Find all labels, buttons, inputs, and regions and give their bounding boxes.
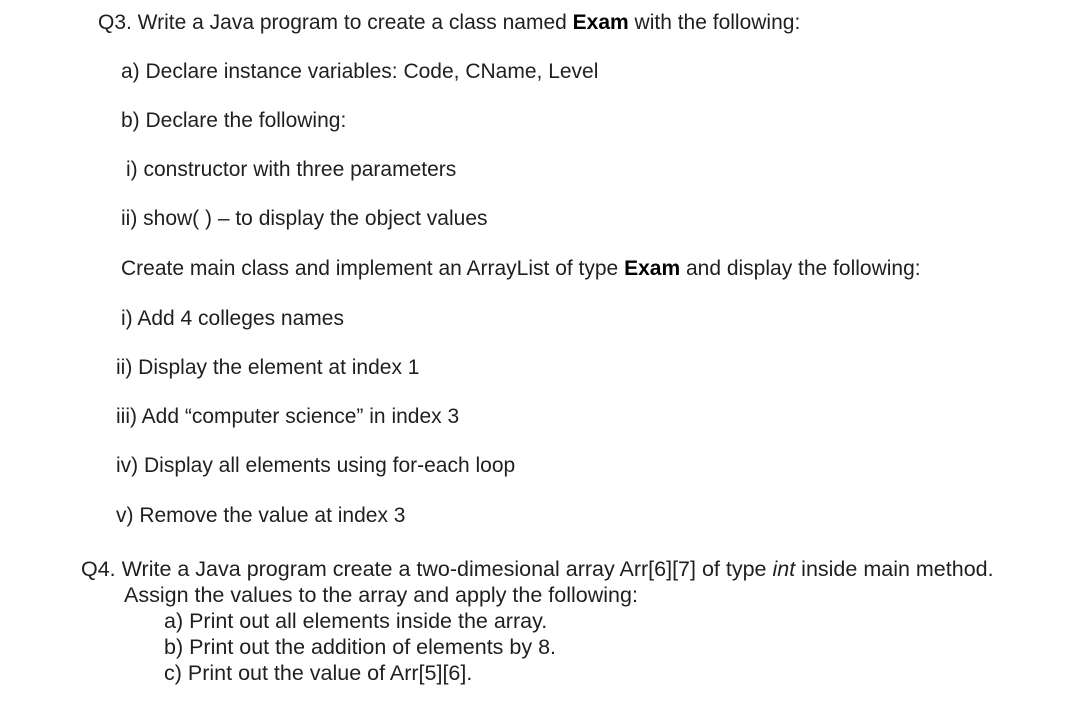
q3-part-b-i: i) constructor with three parameters [126, 158, 457, 181]
q3-main-class [121, 256, 921, 282]
list-item: ii) Display the element at index 1 [116, 356, 420, 379]
q4-type-int: int [772, 557, 796, 581]
q3-intro-suffix: with the following: [628, 11, 801, 34]
q4-intro-suffix: inside main method. [795, 557, 994, 581]
q3-part-b-ii: ii) show( ) – to display the object values [121, 207, 488, 230]
q3-intro [98, 10, 800, 36]
list-item: a) Print out all elements inside the array. [164, 609, 548, 633]
list-item: b) Print out the addition of elements by 8. [164, 635, 557, 659]
list-item: v) Remove the value at index 3 [116, 504, 406, 527]
q4-intro-prefix: Q4. Write a Java program create a two-dimesional array Arr[6][7] of type [81, 557, 773, 581]
q4-line-2: Assign the values to the array and apply the following: [124, 583, 638, 607]
q3-part-a: a) Declare instance variables: Code, CName, Level [121, 60, 599, 83]
list-item: i) Add 4 colleges names [121, 307, 344, 330]
q3-part-b: b) Declare the following: [121, 109, 347, 132]
q3-class-name: Exam [572, 11, 629, 34]
q3-main-prefix: Create main class and implement an ArrayList of type [121, 257, 625, 280]
q3-main-suffix: and display the following: [680, 257, 921, 280]
q3-main-type: Exam [624, 257, 681, 280]
q3-intro-prefix: Q3. Write a Java program to create a class named [98, 11, 573, 34]
list-item: c) Print out the value of Arr[5][6]. [164, 661, 473, 685]
q4-intro [81, 556, 994, 582]
list-item: iii) Add “computer science” in index 3 [116, 405, 460, 428]
list-item: iv) Display all elements using for-each loop [116, 454, 516, 477]
